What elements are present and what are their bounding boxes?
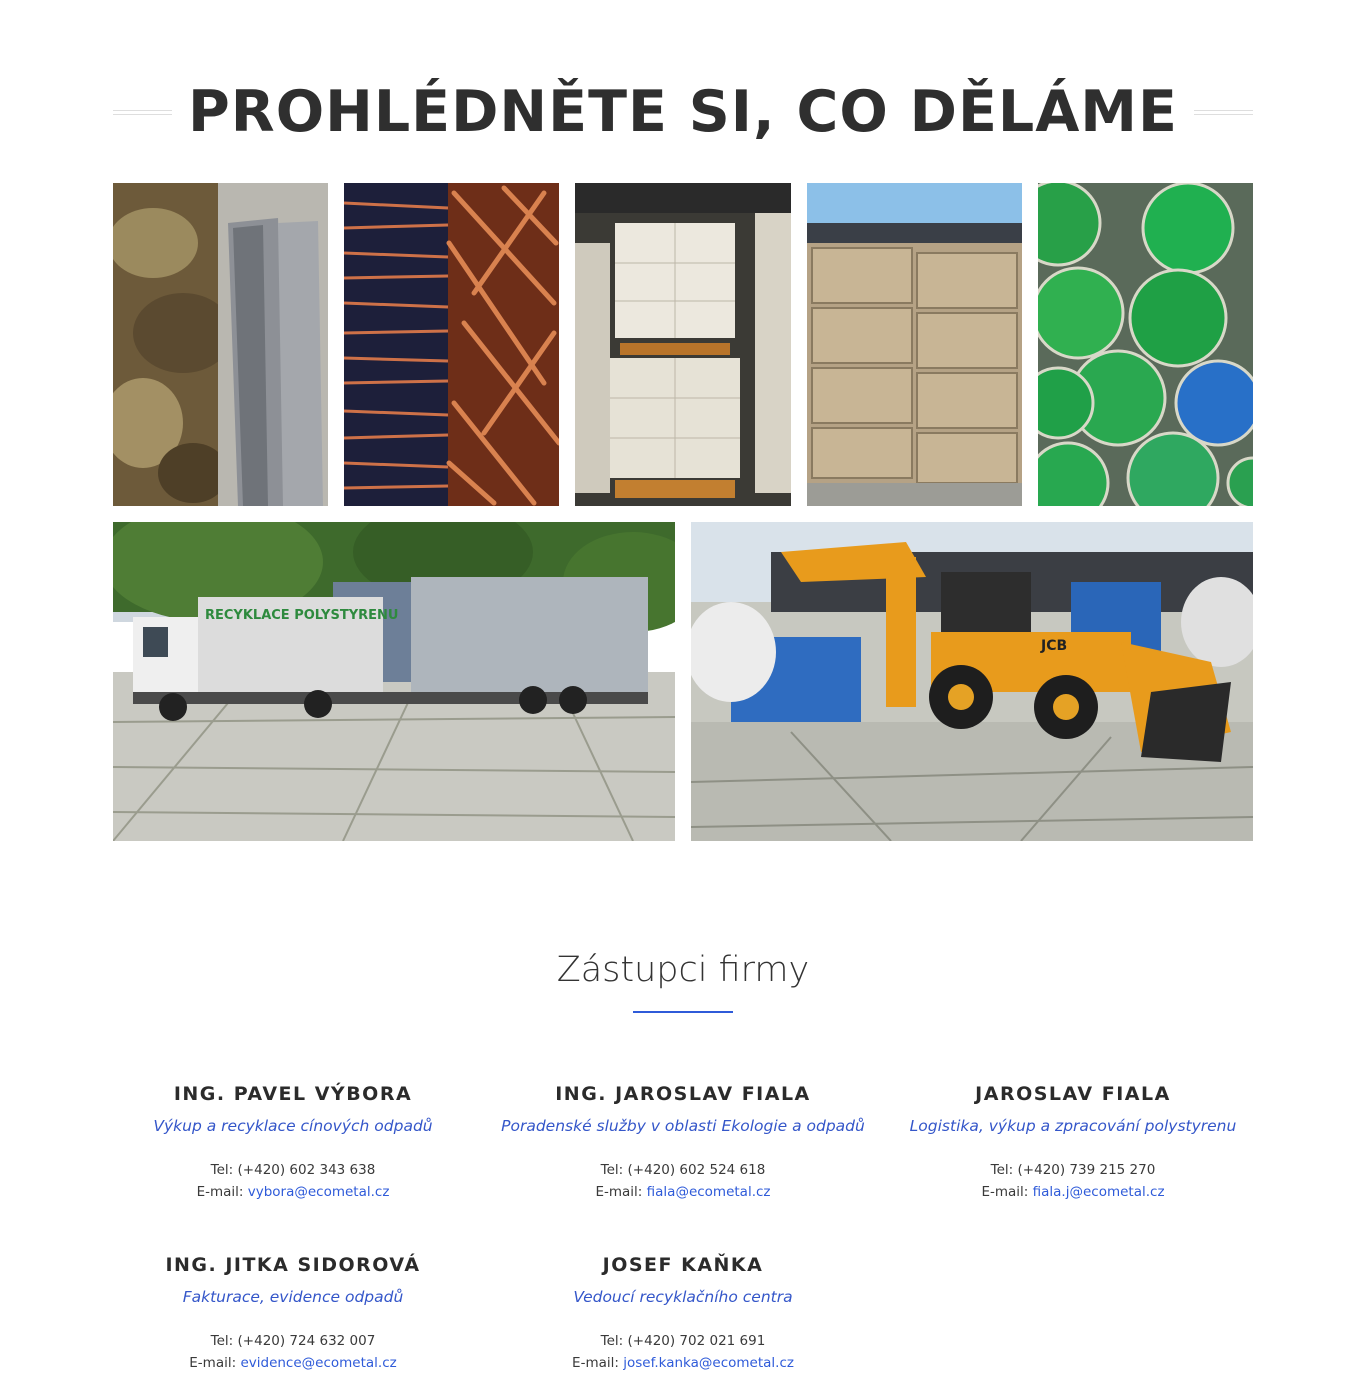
rep-name: ING. JITKA SIDOROVÁ [165,1254,421,1276]
tel-label: Tel: [210,1162,234,1178]
rep-tel [98,1330,488,1352]
polystyrene-bales-photo[interactable] [575,183,791,506]
truck-label: RECYKLACE POLYSTYRENU [205,608,399,623]
rep-name: ING. JAROSLAV FIALA [555,1083,811,1105]
rep-name: ING. PAVEL VÝBORA [173,1083,413,1105]
tel-label: Tel: [990,1162,1014,1178]
rep-email-line [878,1181,1268,1203]
title-underline [633,1011,733,1013]
heading-rule-left [113,110,172,115]
rep-tel [488,1159,878,1181]
rep-email-link[interactable]: josef.kanka@ecometal.cz [623,1355,794,1371]
rep-card [878,1083,1268,1203]
rep-card [488,1083,878,1203]
rep-role: Vedoucí recyklačního centra [573,1288,793,1306]
rep-email-link[interactable]: fiala.j@ecometal.cz [1032,1184,1165,1200]
jcb-label: JCB [1041,638,1068,654]
representatives-title: Zástupci firmy [556,950,810,990]
rep-role: Fakturace, evidence odpadů [182,1288,404,1306]
rep-tel [488,1330,878,1352]
heading-rule-right [1194,110,1253,115]
rep-card [98,1083,488,1203]
rep-email-link[interactable]: vybora@ecometal.cz [247,1184,390,1200]
email-label: E-mail: [981,1184,1029,1200]
cardboard-bales-photo[interactable] [807,183,1022,506]
rep-card [98,1254,488,1374]
rep-email-line [98,1352,488,1374]
rep-name: JAROSLAV FIALA [975,1083,1171,1105]
rep-phone: (+420) 739 215 270 [1017,1162,1156,1178]
rep-card [488,1254,878,1374]
rep-tel [98,1159,488,1181]
rep-email-line [488,1181,878,1203]
rep-tel [878,1159,1268,1181]
tel-label: Tel: [210,1333,234,1349]
rep-phone: (+420) 724 632 007 [237,1333,376,1349]
gallery-heading [113,72,1253,152]
rep-phone: (+420) 702 021 691 [627,1333,766,1349]
email-label: E-mail: [595,1184,643,1200]
rep-role: Poradenské služby v oblasti Ekologie a odpadů [501,1117,865,1135]
copper-wire-photo[interactable] [344,183,559,506]
rep-role: Logistika, výkup a zpracování polystyrenu [909,1117,1237,1135]
jcb-loader-photo[interactable] [691,522,1253,841]
rep-phone: (+420) 602 524 618 [627,1162,766,1178]
tel-label: Tel: [600,1162,624,1178]
rep-role: Výkup a recyklace cínových odpadů [153,1117,433,1135]
rep-email-link[interactable]: fiala@ecometal.cz [646,1184,771,1200]
tin-scrap-photo[interactable] [113,183,328,506]
email-label: E-mail: [189,1355,237,1371]
rep-email-link[interactable]: evidence@ecometal.cz [240,1355,397,1371]
rep-email-line [488,1352,878,1374]
truck-photo[interactable] [113,522,675,841]
rep-name: JOSEF KAŇKA [602,1254,764,1276]
email-label: E-mail: [196,1184,244,1200]
email-label: E-mail: [572,1355,619,1371]
rep-phone: (+420) 602 343 638 [237,1162,376,1178]
gallery-title: PROHLÉDNĚTE SI, CO DĚLÁME [188,79,1178,145]
rep-email-line [98,1181,488,1203]
tel-label: Tel: [600,1333,624,1349]
green-barrels-photo[interactable] [1038,183,1253,506]
